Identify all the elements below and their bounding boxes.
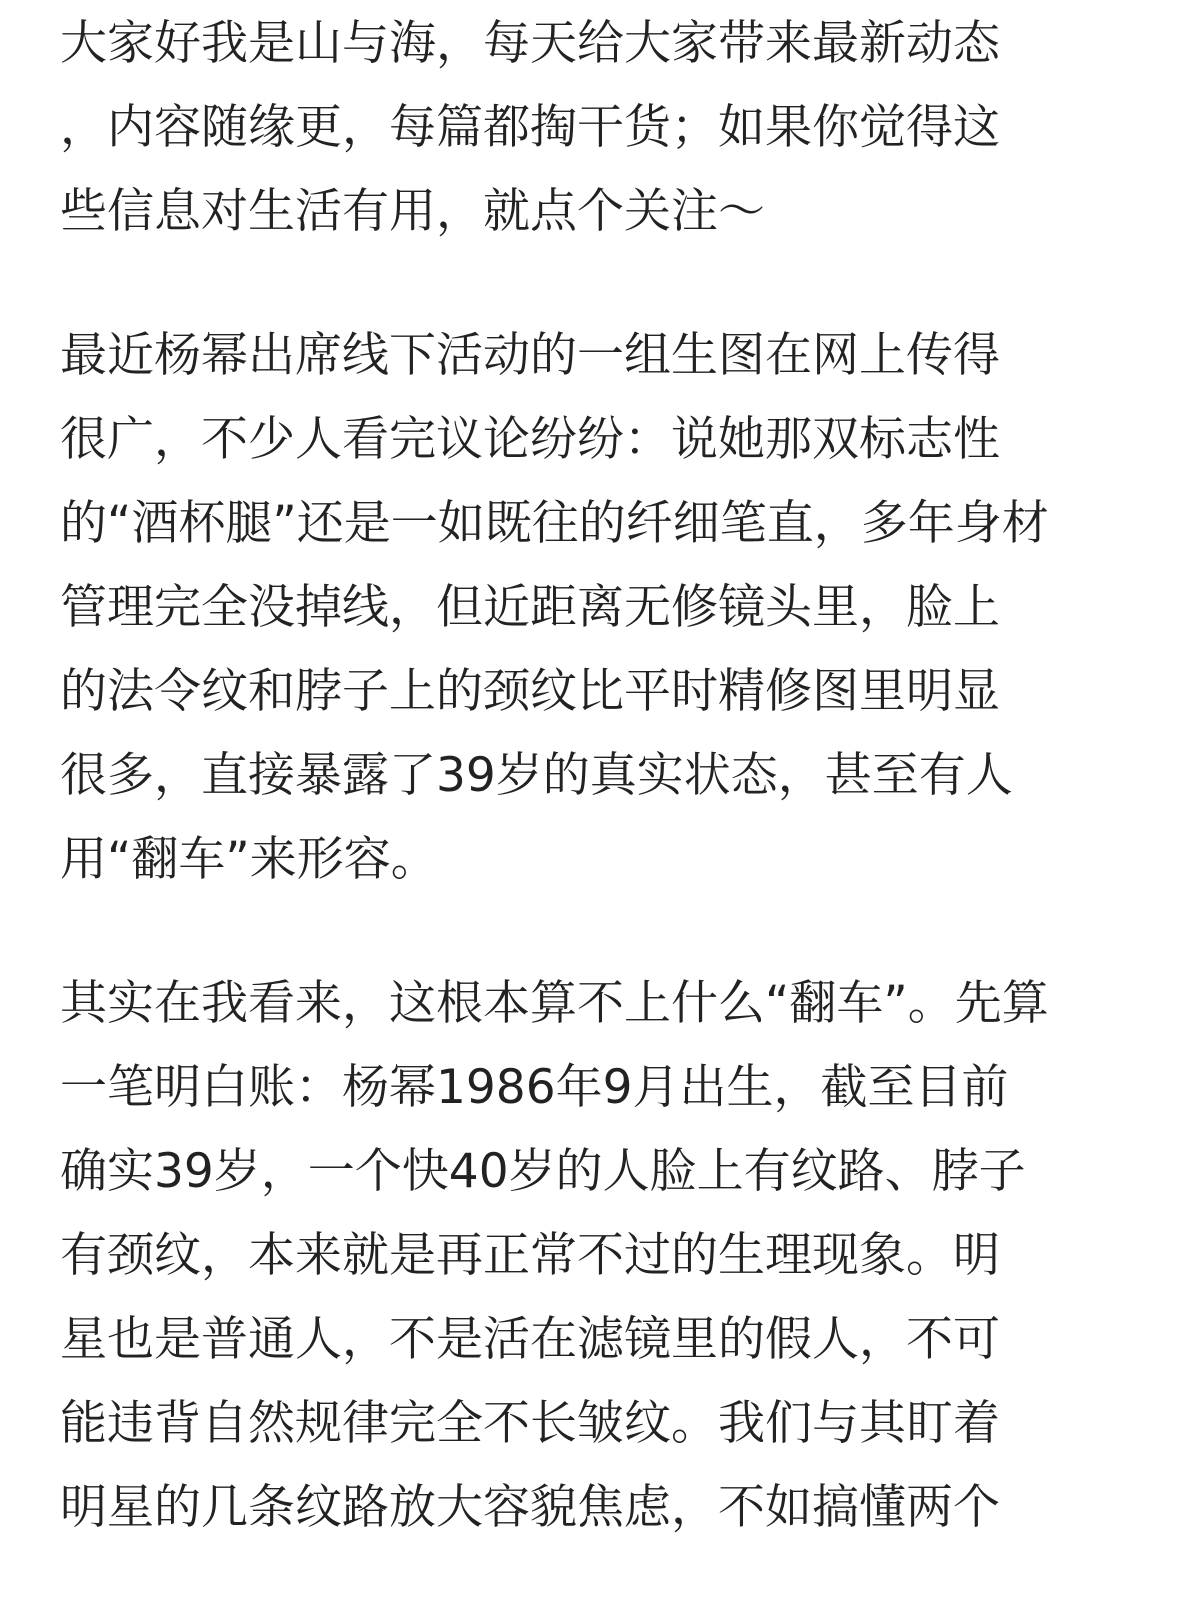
text-line: 一笔明白账：杨幂1986年9月出生，截至目前 bbox=[60, 1060, 1009, 1115]
text-line: 些信息对生活有用，就点个关注～ bbox=[60, 184, 765, 239]
text-line: 能违背自然规律完全不长皱纹。我们与其盯着 bbox=[60, 1396, 1000, 1451]
text-line: 有颈纹，本来就是再正常不过的生理现象。明 bbox=[60, 1228, 1000, 1283]
text-line: 管理完全没掉线，但近距离无修镜头里，脸上 bbox=[60, 580, 1000, 635]
text-line: 的法令纹和脖子上的颈纹比平时精修图里明显 bbox=[60, 664, 1000, 719]
text-line: 的“酒杯腿”还是一如既往的纤细笔直，多年身材 bbox=[60, 496, 1049, 551]
text-line: 其实在我看来，这根本算不上什么“翻车”。先算 bbox=[60, 976, 1049, 1031]
text-line: 明星的几条纹路放大容貌焦虑，不如搞懂两个 bbox=[60, 1480, 1000, 1535]
paragraph-gap bbox=[60, 902, 1100, 962]
paragraph-gap bbox=[60, 254, 1100, 314]
article-body bbox=[60, 0, 1100, 1550]
text-line: 用“翻车”来形容。 bbox=[60, 832, 438, 887]
paragraph-intro bbox=[60, 2, 1100, 254]
text-line: 很多，直接暴露了39岁的真实状态，甚至有人 bbox=[60, 748, 1013, 803]
paragraph-opinion bbox=[60, 962, 1100, 1550]
text-line: 确实39岁，一个快40岁的人脸上有纹路、脖子 bbox=[60, 1144, 1026, 1199]
paragraph-news bbox=[60, 314, 1100, 902]
text-line: 大家好我是山与海，每天给大家带来最新动态 bbox=[60, 16, 1000, 71]
text-line: 很广，不少人看完议论纷纷：说她那双标志性 bbox=[60, 412, 1000, 467]
text-line: ，内容随缘更，每篇都掏干货；如果你觉得这 bbox=[60, 100, 1000, 155]
text-line: 星也是普通人，不是活在滤镜里的假人，不可 bbox=[60, 1312, 1000, 1367]
text-line: 最近杨幂出席线下活动的一组生图在网上传得 bbox=[60, 328, 1000, 383]
